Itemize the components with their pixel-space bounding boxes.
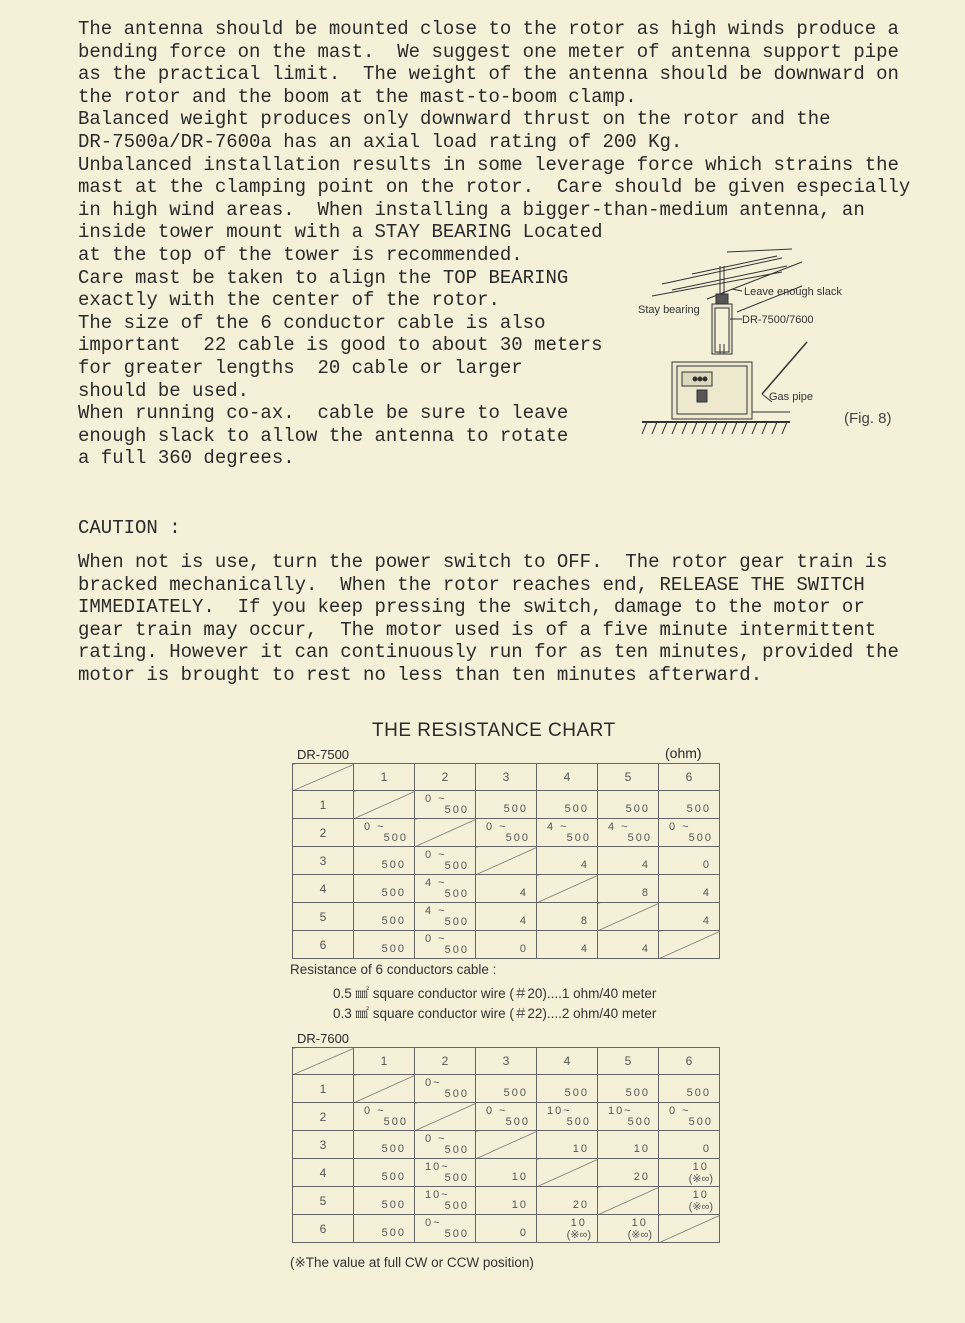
table-cell: 4 ~ 500 <box>415 875 476 903</box>
row-header: 4 <box>293 1159 354 1187</box>
table-row <box>293 791 720 819</box>
row-header: 5 <box>293 1187 354 1215</box>
intro-line: The antenna should be mounted close to the rotor as high winds produce a <box>78 18 899 40</box>
intro-line: Balanced weight produces only downward thrust on the rotor and the <box>78 108 831 131</box>
diagonal-cell <box>354 791 415 819</box>
table-cell: 0~ 500 <box>415 1075 476 1103</box>
row-header: 5 <box>293 903 354 931</box>
table-cell: 500 <box>598 791 659 819</box>
table-cell: 0 <box>659 847 720 875</box>
table-cell: 4 <box>476 875 537 903</box>
table-cell: 0 <box>659 1131 720 1159</box>
table-cell: 0 ~ 500 <box>659 819 720 847</box>
column-header: 6 <box>659 764 720 791</box>
table-cell: 500 <box>354 931 415 959</box>
intro-line: The size of the 6 conductor cable is also <box>78 311 546 334</box>
table-cell: 0 <box>476 931 537 959</box>
intro-line: the rotor and the boom at the mast-to-boom clamp. <box>78 85 637 108</box>
table-cell: 0 ~ 500 <box>476 819 537 847</box>
caution-line: gear train may occur, The motor used is of a five minute intermittent <box>78 618 877 641</box>
row-header: 1 <box>293 791 354 819</box>
footnote: (※The value at full CW or CCW position) <box>290 1255 534 1270</box>
caution-line: bracked mechanically. When the rotor reaches end, RELEASE THE SWITCH <box>78 573 865 596</box>
table-cell: 500 <box>354 1159 415 1187</box>
column-header: 6 <box>659 1048 720 1075</box>
row-header: 1 <box>293 1075 354 1103</box>
resistance-table-7600 <box>292 1047 720 1243</box>
column-header: 1 <box>354 1048 415 1075</box>
caution-title: CAUTION : <box>78 517 181 539</box>
caution-text <box>78 551 928 687</box>
table-cell: 4 ~ 500 <box>415 903 476 931</box>
table-row <box>293 931 720 959</box>
table-cell: 20 <box>598 1159 659 1187</box>
intro-line: When running co-ax. cable be sure to leave <box>78 402 569 425</box>
caution-line: IMMEDIATELY. If you keep pressing the switch, damage to the motor or <box>78 596 865 619</box>
column-header: 3 <box>476 1048 537 1075</box>
table-cell: 4 <box>598 847 659 875</box>
table-cell: 0 ~ 500 <box>354 819 415 847</box>
table-cell: 10 (※∞) <box>659 1187 720 1215</box>
table-cell: 4 <box>659 875 720 903</box>
table-cell: 0 ~ 500 <box>354 1103 415 1131</box>
table-cell: 4 ~ 500 <box>537 819 598 847</box>
intro-line: should be used. <box>78 379 250 402</box>
resistance-note-title: Resistance of 6 conductors cable : <box>290 962 497 977</box>
table-cell: 500 <box>354 1187 415 1215</box>
table-cell: 10 (※∞) <box>598 1215 659 1243</box>
table-cell: 500 <box>354 875 415 903</box>
chart-title: THE RESISTANCE CHART <box>372 720 616 741</box>
table-cell: 0 ~ 500 <box>415 1131 476 1159</box>
model-label-7500: DR-7500 <box>297 747 350 762</box>
column-header: 2 <box>415 764 476 791</box>
intro-line: a full 360 degrees. <box>78 447 295 470</box>
table-cell: 0 ~ 500 <box>415 931 476 959</box>
column-header: 2 <box>415 1048 476 1075</box>
table-cell: 0 ~ 500 <box>476 1103 537 1131</box>
table-cell: 0 ~ 500 <box>415 847 476 875</box>
table-cell: 10 <box>598 1131 659 1159</box>
table-cell: 4 <box>537 931 598 959</box>
intro-line: as the practical limit. The weight of the antenna should be downward on <box>78 63 899 86</box>
table-cell: 4 ~ 500 <box>598 819 659 847</box>
diagonal-cell <box>354 1075 415 1103</box>
diagonal-cell <box>476 1131 537 1159</box>
intro-line: in high wind areas. When installing a bigger-than-medium antenna, an <box>78 198 865 221</box>
caution-line: rating. However it can continuously run for as ten minutes, provided the <box>78 641 899 664</box>
table-cell: 10 <box>476 1159 537 1187</box>
column-header: 5 <box>598 1048 659 1075</box>
table-cell: 10 (※∞) <box>659 1159 720 1187</box>
column-header: 1 <box>354 764 415 791</box>
diagonal-cell <box>537 875 598 903</box>
table-cell: 500 <box>537 791 598 819</box>
table-row <box>293 1131 720 1159</box>
intro-line: Care mast be taken to align the TOP BEARING <box>78 266 569 289</box>
table-cell: 10~ 500 <box>415 1187 476 1215</box>
table-cell: 20 <box>537 1187 598 1215</box>
row-header: 3 <box>293 847 354 875</box>
table-cell: 500 <box>476 791 537 819</box>
table-corner <box>293 764 354 791</box>
table-row <box>293 1103 720 1131</box>
column-header: 5 <box>598 764 659 791</box>
resistance-table-7500 <box>292 763 720 959</box>
intro-line: exactly with the center of the rotor. <box>78 289 500 312</box>
model-label-7600: DR-7600 <box>297 1031 350 1046</box>
table-cell: 0~ 500 <box>415 1215 476 1243</box>
label-gas-pipe: Gas pipe <box>769 391 814 403</box>
intro-line: at the top of the tower is recommended. <box>78 243 523 266</box>
table-row <box>293 1159 720 1187</box>
table-cell: 4 <box>537 847 598 875</box>
table-row <box>293 875 720 903</box>
intro-line: mast at the clamping point on the rotor. Care should be given especially <box>78 176 911 199</box>
intro-line: DR-7500a/DR-7600a has an axial load rating of 200 Kg. <box>78 130 683 153</box>
table-cell: 8 <box>598 875 659 903</box>
table-cell: 500 <box>537 1075 598 1103</box>
caution-line: motor is brought to rest no less than ten minutes afterward. <box>78 663 763 686</box>
intro-line: inside tower mount with a STAY BEARING Located <box>78 221 603 244</box>
diagonal-cell <box>415 1103 476 1131</box>
row-header: 6 <box>293 931 354 959</box>
column-header: 3 <box>476 764 537 791</box>
row-header: 3 <box>293 1131 354 1159</box>
figure-label: (Fig. 8) <box>844 410 892 427</box>
intro-line: bending force on the mast. We suggest one meter of antenna support pipe <box>78 40 899 63</box>
table-cell: 500 <box>598 1075 659 1103</box>
intro-line: important 22 cable is good to about 30 meters <box>78 334 603 357</box>
table-cell: 500 <box>354 1131 415 1159</box>
table-cell: 0 <box>476 1215 537 1243</box>
table-row <box>293 847 720 875</box>
table-cell: 10 <box>476 1187 537 1215</box>
unit-label: (ohm) <box>665 745 702 761</box>
diagonal-cell <box>598 903 659 931</box>
table-cell: 8 <box>537 903 598 931</box>
table-cell: 10 <box>537 1131 598 1159</box>
diagonal-cell <box>476 847 537 875</box>
table-cell: 4 <box>476 903 537 931</box>
row-header: 4 <box>293 875 354 903</box>
diagonal-cell <box>415 819 476 847</box>
diagonal-cell <box>537 1159 598 1187</box>
table-cell: 10 (※∞) <box>537 1215 598 1243</box>
resistance-note-line1: 0.5 ㎟ square conductor wire (＃20)....1 ohm/40 meter <box>333 986 657 1001</box>
resistance-note-line2: 0.3 ㎟ square conductor wire (＃22)....2 ohm/40 meter <box>333 1006 657 1021</box>
row-header: 2 <box>293 1103 354 1131</box>
table-cell: 10~ 500 <box>415 1159 476 1187</box>
table-cell: 10~ 500 <box>537 1103 598 1131</box>
table-corner <box>293 1048 354 1075</box>
label-leave-slack: Leave enough slack <box>744 286 842 298</box>
diagonal-cell <box>659 1215 720 1243</box>
table-cell: 500 <box>354 1215 415 1243</box>
table-row <box>293 1075 720 1103</box>
table-cell: 0 ~ 500 <box>415 791 476 819</box>
table-cell: 500 <box>659 1075 720 1103</box>
table-cell: 4 <box>598 931 659 959</box>
table-cell: 500 <box>659 791 720 819</box>
table-row <box>293 1215 720 1243</box>
table-row <box>293 819 720 847</box>
diagonal-cell <box>598 1187 659 1215</box>
table-cell: 10~ 500 <box>598 1103 659 1131</box>
table-cell: 0 ~ 500 <box>659 1103 720 1131</box>
diagonal-cell <box>659 931 720 959</box>
label-model: DR-7500/7600 <box>742 314 814 326</box>
table-row <box>293 1187 720 1215</box>
column-header: 4 <box>537 764 598 791</box>
label-stay-bearing: Stay bearing <box>638 304 700 316</box>
intro-line: for greater lengths 20 cable or larger <box>78 356 523 379</box>
table-cell: 500 <box>354 903 415 931</box>
caution-line: When not is use, turn the power switch to OFF. The rotor gear train is <box>78 551 888 573</box>
intro-line: Unbalanced installation results in some leverage force which strains the <box>78 153 899 176</box>
column-header: 4 <box>537 1048 598 1075</box>
table-cell: 500 <box>354 847 415 875</box>
intro-line: enough slack to allow the antenna to rotate <box>78 424 569 447</box>
table-cell: 500 <box>476 1075 537 1103</box>
table-cell: 4 <box>659 903 720 931</box>
table-row <box>293 903 720 931</box>
row-header: 6 <box>293 1215 354 1243</box>
row-header: 2 <box>293 819 354 847</box>
